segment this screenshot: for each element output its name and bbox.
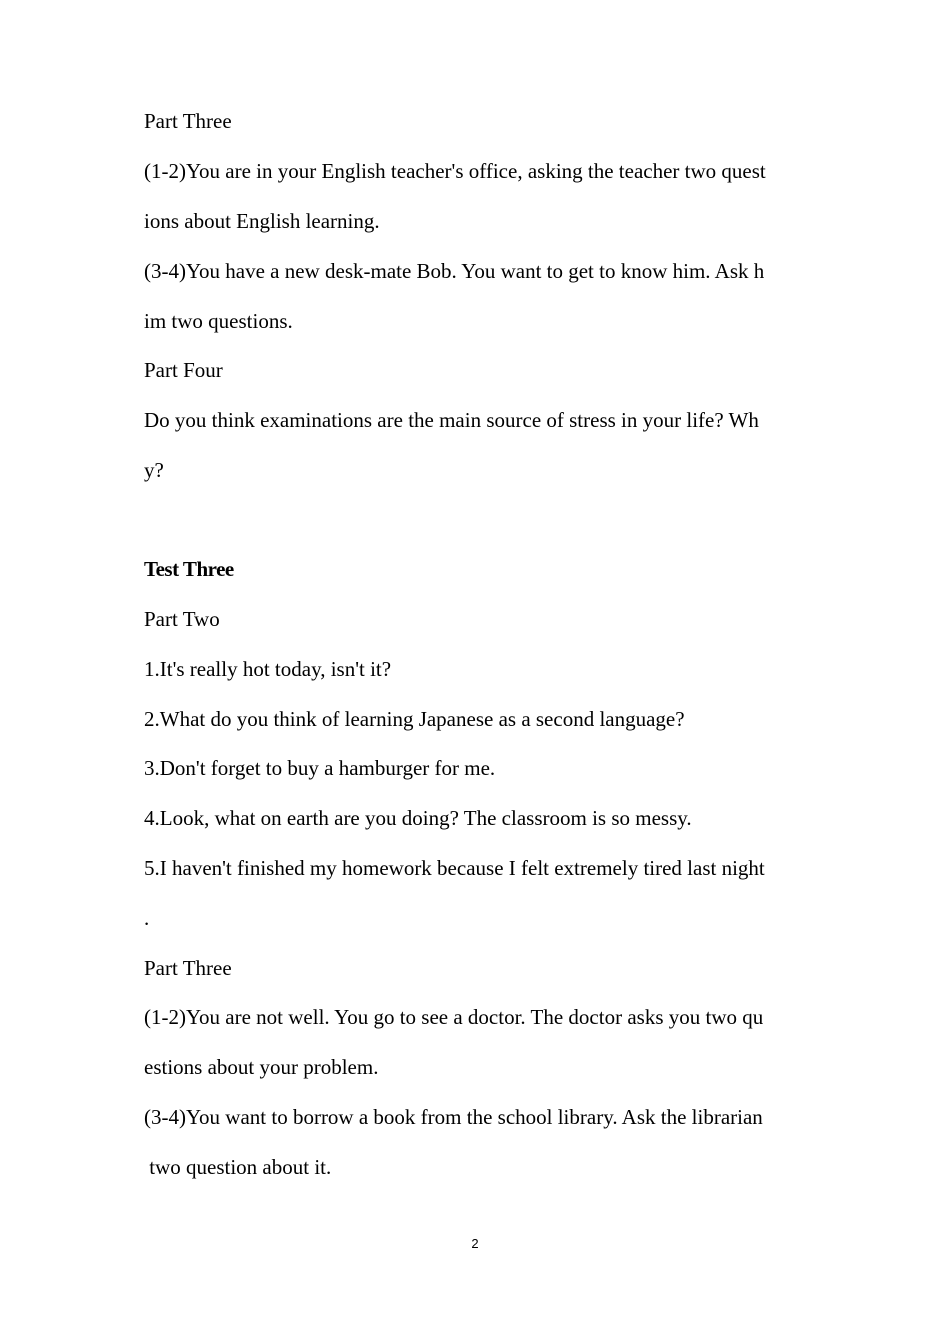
prompt-text: (3-4)You have a new desk-mate Bob. You want to get to know him. Ask h — [144, 259, 765, 283]
section-heading-part-three: Part Three — [144, 956, 232, 980]
page-number: 2 — [471, 1236, 479, 1251]
prompt-text: two question about it. — [144, 1155, 332, 1179]
prompt-text: im two questions. — [144, 309, 293, 333]
question-item: 5.I haven't finished my homework because I felt extremely tired last night — [144, 856, 765, 880]
section-heading-part-three: Part Three — [144, 109, 232, 133]
question-item: 3.Don't forget to buy a hamburger for me. — [144, 756, 496, 780]
test-title: Test Three — [144, 557, 234, 581]
question-item: 4.Look, what on earth are you doing? The classroom is so messy. — [144, 806, 692, 830]
question-item: . — [144, 906, 150, 930]
prompt-text: (1-2)You are in your English teacher's office, asking the teacher two quest — [144, 159, 766, 183]
question-item: 1.It's really hot today, isn't it? — [144, 657, 392, 681]
prompt-text: (1-2)You are not well. You go to see a doctor. The doctor asks you two qu — [144, 1005, 764, 1029]
question-item: 2.What do you think of learning Japanese as a second language? — [144, 707, 685, 731]
prompt-text: Do you think examinations are the main source of stress in your life? Wh — [144, 408, 759, 432]
prompt-text: (3-4)You want to borrow a book from the school library. Ask the librarian — [144, 1105, 763, 1129]
prompt-text: y? — [144, 458, 164, 482]
section-heading-part-four: Part Four — [144, 358, 223, 382]
section-heading-part-two: Part Two — [144, 607, 220, 631]
prompt-text: estions about your problem. — [144, 1055, 379, 1079]
prompt-text: ions about English learning. — [144, 209, 380, 233]
